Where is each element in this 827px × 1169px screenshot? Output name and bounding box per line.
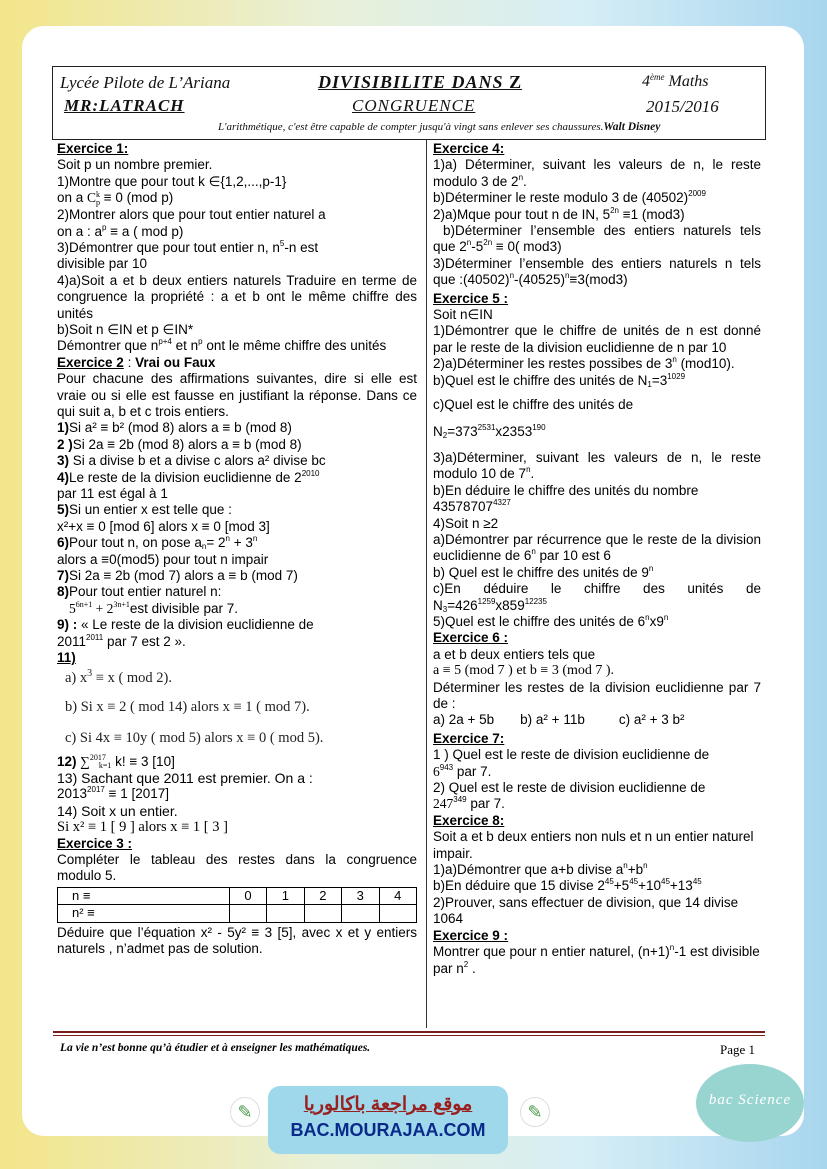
text-line: 2)a)Mque pour tout n de IN, $5^{2n} \equiv 1$ (mod3) bbox=[433, 205, 685, 222]
text-line: $2011^{2011}$ par 7 est 2 ». bbox=[57, 632, 186, 649]
exercise-9-title: Exercice 9 : bbox=[433, 927, 509, 943]
text-line: 3)Déterminer l’ensemble des entiers naturels n tels que $:(40502)^n-(40525)^n\equiv 3(mod3)$ bbox=[433, 255, 761, 288]
text-line: 1)Montre que pour tout k ∈{1,2,...,p-1} bbox=[57, 173, 287, 189]
left-column bbox=[57, 141, 417, 957]
item-9: 9) : « Le reste de la division euclidienne de bbox=[57, 617, 314, 633]
table-cell: 3 bbox=[342, 887, 379, 904]
text-line: Soit p un nombre premier. bbox=[57, 157, 213, 173]
text-line: 2) Quel est le reste de division euclidienne de bbox=[433, 780, 706, 796]
text-line: 1 ) Quel est le reste de division euclidienne de bbox=[433, 747, 710, 763]
text-line: $247^{349}$ par 7. bbox=[433, 795, 505, 812]
banner-url[interactable]: BAC.MOURAJAA.COM bbox=[290, 1120, 486, 1140]
exercise-7-title: Exercice 7: bbox=[433, 730, 505, 746]
text-line: alors a ≡0(mod5) pour tout n impair bbox=[57, 551, 269, 567]
footer-rule bbox=[53, 1031, 765, 1033]
text-line: Si x² ≡ 1 [ 9 ] alors x ≡ 1 [ 3 ] bbox=[57, 819, 228, 836]
item-11c: c) Si 4x ≡ 10y ( mod 5) alors x ≡ 0 ( mod 5). bbox=[65, 729, 324, 746]
remainders-table bbox=[57, 887, 417, 923]
item-11: 11) bbox=[57, 650, 76, 666]
text-line: b)En déduire que 15 divise $2^{45}+5^{45}+10^{45}+13^{45}$ bbox=[433, 877, 702, 894]
teacher-name: MR:LATRACH bbox=[64, 96, 185, 115]
text-line: b)En déduire le chiffre des unités du nombre bbox=[433, 482, 699, 498]
exercise-5-title: Exercice 5 : bbox=[433, 290, 509, 306]
text-line: a et b deux entiers tels que bbox=[433, 646, 596, 662]
text-line: b)Déterminer l’ensemble des entiers naturels tels que $2^n-5^{2n} \equiv 0$( mod3) bbox=[433, 223, 761, 255]
document-title: DIVISIBILITE DANS Z bbox=[318, 72, 523, 92]
item-5: 5)Si un entier x est telle que : bbox=[57, 502, 232, 518]
item-14: 14) Soit x un entier. bbox=[57, 802, 178, 819]
text-line: $6^{943}$ par 7. bbox=[433, 762, 492, 779]
table-cell bbox=[304, 905, 341, 922]
item-2: 2 )Si 2a ≡ 2b (mod 8) alors a ≡ b (mod 8) bbox=[57, 436, 302, 452]
exercise-4-title: Exercice 4: bbox=[433, 141, 505, 156]
footer-motto: La vie n’est bonne qu’à étudier et à enseigner les mathématiques. bbox=[60, 1042, 371, 1054]
table-cell bbox=[267, 905, 304, 922]
text-line: c)Quel est le chiffre des unités de bbox=[433, 397, 634, 413]
class-label: 4ème Maths bbox=[642, 72, 709, 90]
text-line: $5^{6n+1} + 2^{3n+1}est$ divisible par 7. bbox=[69, 599, 238, 616]
exercise-8-title: Exercice 8: bbox=[433, 812, 505, 828]
text-line: Déterminer les restes de la division euclidienne par 7 de : bbox=[433, 679, 761, 711]
text-line: Démontrer que $n^{p+4}$ et $n^p$ ont le même chiffre des unités bbox=[57, 337, 387, 354]
text-line: $43578707^{4327}$ bbox=[433, 498, 511, 515]
document-subtitle: CONGRUENCE bbox=[352, 96, 476, 115]
text-line: par 11 est égal à 1 bbox=[57, 486, 168, 502]
exercise-6-title: Exercice 6 : bbox=[433, 630, 509, 646]
text-line: b) Quel est le chiffre des unités de 9$^n$ bbox=[433, 563, 654, 580]
text-line: Soit n∈IN bbox=[433, 307, 493, 323]
table-cell: 0 bbox=[229, 887, 266, 904]
table-cell bbox=[342, 905, 379, 922]
text-line: Déduire que l’équation x² - 5y² ≡ 3 [5], avec x et y entiers naturels , n’admet pas de solution. bbox=[57, 924, 417, 956]
column-divider bbox=[426, 140, 427, 1028]
table-cell bbox=[379, 905, 417, 922]
text-line: 3)Démontrer que pour tout entier n, $n^5-n$ est bbox=[57, 238, 319, 255]
exercise-3-title: Exercice 3 : bbox=[57, 835, 133, 851]
banner-arabic-text: موقع مراجعة باكالوريا bbox=[303, 1094, 473, 1115]
right-column bbox=[433, 141, 761, 977]
text-line: Compléter le tableau des restes dans la congruence modulo 5. bbox=[57, 851, 417, 884]
site-banner[interactable] bbox=[268, 1086, 508, 1154]
table-row-header: n ≡ bbox=[58, 887, 230, 904]
exercise-1-title: Exercice 1: bbox=[57, 141, 129, 156]
exercise-2-title: Exercice 2 : Vrai ou Faux bbox=[57, 354, 216, 370]
text-line: a)Démontrer par récurrence que le reste de la division euclidienne de 6$^n$ par 10 est 6 bbox=[433, 531, 761, 564]
item-7: 7)Si 2a ≡ 2b (mod 7) alors a ≡ b (mod 7) bbox=[57, 568, 298, 584]
text-line: b)Déterminer le reste modulo 3 de $(40502)^{2009}$ bbox=[433, 189, 706, 206]
item-13: 13) Sachant que 2011 est premier. On a : bbox=[57, 769, 313, 786]
table-row-header: n² ≡ bbox=[58, 905, 230, 922]
text-line: Montrer que pour n entier naturel, $(n+1)^n-1$ est divisible par $n^2$ . bbox=[433, 943, 760, 976]
item-11a: a) $x^3 \equiv x$ ( mod 2). bbox=[65, 667, 173, 686]
text-line: 2)a)Déterminer les restes possibes de 3$^n$ (mod10). bbox=[433, 355, 735, 372]
text-line: $N_2=373^{2531}x2353^{190}$ bbox=[433, 422, 546, 440]
item-4: 4)Le reste de la division euclidienne de $2^{2010}$ bbox=[57, 468, 320, 485]
table-cell: 4 bbox=[379, 887, 417, 904]
school-year: 2015/2016 bbox=[646, 97, 719, 116]
table-cell: 2 bbox=[304, 887, 341, 904]
text-line: 1)Démontrer que le chiffre de unités de n est donné par le reste de la division euclidienne de n par 10 bbox=[433, 323, 761, 355]
text-line: $2013^{2017} \equiv 1$ [2017] bbox=[57, 785, 170, 802]
text-line: b)Quel est le chiffre des unités de $N_1=3^{1029}$ bbox=[433, 371, 686, 389]
table-cell bbox=[229, 905, 266, 922]
footer-rule-thin bbox=[53, 1035, 765, 1036]
text-line: divisible par 10 bbox=[57, 256, 148, 272]
text-line: 3)a)Déterminer, suivant les valeurs de n, le reste modulo 10 de 7$^n$. bbox=[433, 449, 761, 482]
text-line: 1)a)Démontrer que a+b divise $a^n+b^n$ bbox=[433, 861, 648, 878]
item-3: 3) Si a divise b et a divise c alors a² divise bc bbox=[57, 453, 326, 469]
item-1: 1)Si a² ≡ b² (mod 8) alors a ≡ b (mod 8) bbox=[57, 420, 292, 436]
item-12: 12) ∑$^{2017}_{k=1}$ k! ≡ 3 [10] bbox=[57, 752, 175, 770]
item-8: 8)Pour tout entier naturel n: bbox=[57, 584, 222, 600]
text-line: Pour chacune des affirmations suivantes, dire si elle est vraie ou si elle est fausse en justifiant la réponse. Dans ce qui suit a, b et c trois entiers. bbox=[57, 371, 417, 419]
text-line: a ≡ 5 (mod 7 ) et b ≡ 3 (mod 7 ). bbox=[433, 663, 615, 679]
text-line: 4)Soit n ≥2 bbox=[433, 515, 499, 531]
text-line: x²+x ≡ 0 [mod 6] alors x ≡ 0 [mod 3] bbox=[57, 518, 270, 534]
text-line: 4)a)Soit a et b deux entiers naturels Traduire en terme de congruence la propriété : a et b ont le même chiffre des unités bbox=[57, 272, 417, 321]
text-line: a) 2a + 5b b) a² + 11b c) a² + 3 b² bbox=[433, 712, 685, 728]
text-line: 5)Quel est le chiffre des unités de 6$^n$x9$^n$ bbox=[433, 612, 669, 629]
item-6: 6)Pour tout n, on pose $a_n= 2^n + 3^n$ bbox=[57, 534, 258, 552]
table-cell: 1 bbox=[267, 887, 304, 904]
text-line: on a C k p ≡ 0 (mod p) bbox=[57, 190, 174, 208]
text-line: 2)Montrer alors que pour tout entier naturel a bbox=[57, 207, 326, 223]
bac-science-logo: bac Science bbox=[696, 1064, 804, 1142]
text-line: b)Soit n ∈IN et p ∈IN* bbox=[57, 321, 194, 337]
right-logo-icon: ✎ bbox=[520, 1097, 550, 1127]
text-line: 2)Prouver, sans effectuer de division, que 14 divise 1064 bbox=[433, 894, 739, 927]
header-quote: L'arithmétique, c'est être capable de compter jusqu'à vingt sans enlever ses chaussures.Walt Disney bbox=[218, 121, 661, 133]
page-number: Page 1 bbox=[720, 1042, 756, 1057]
text-line: Soit a et b deux entiers non nuls et n un entier naturel impair. bbox=[433, 829, 754, 861]
text-line: 1)a) Déterminer, suivant les valeurs de n, le reste modulo 3 de 2$^n$. bbox=[433, 157, 761, 189]
item-11b: b) Si x ≡ 2 ( mod 14) alors x ≡ 1 ( mod 7). bbox=[65, 698, 310, 715]
left-logo-icon: ✎ bbox=[230, 1097, 260, 1127]
text-line: c)En déduire le chiffre des unités de $N_3=426^{1259}x859^{12235}$ bbox=[433, 581, 761, 614]
school-name: Lycée Pilote de L’Ariana bbox=[60, 73, 231, 92]
text-line: on a : $a^p \equiv a$ ( mod p) bbox=[57, 222, 184, 239]
